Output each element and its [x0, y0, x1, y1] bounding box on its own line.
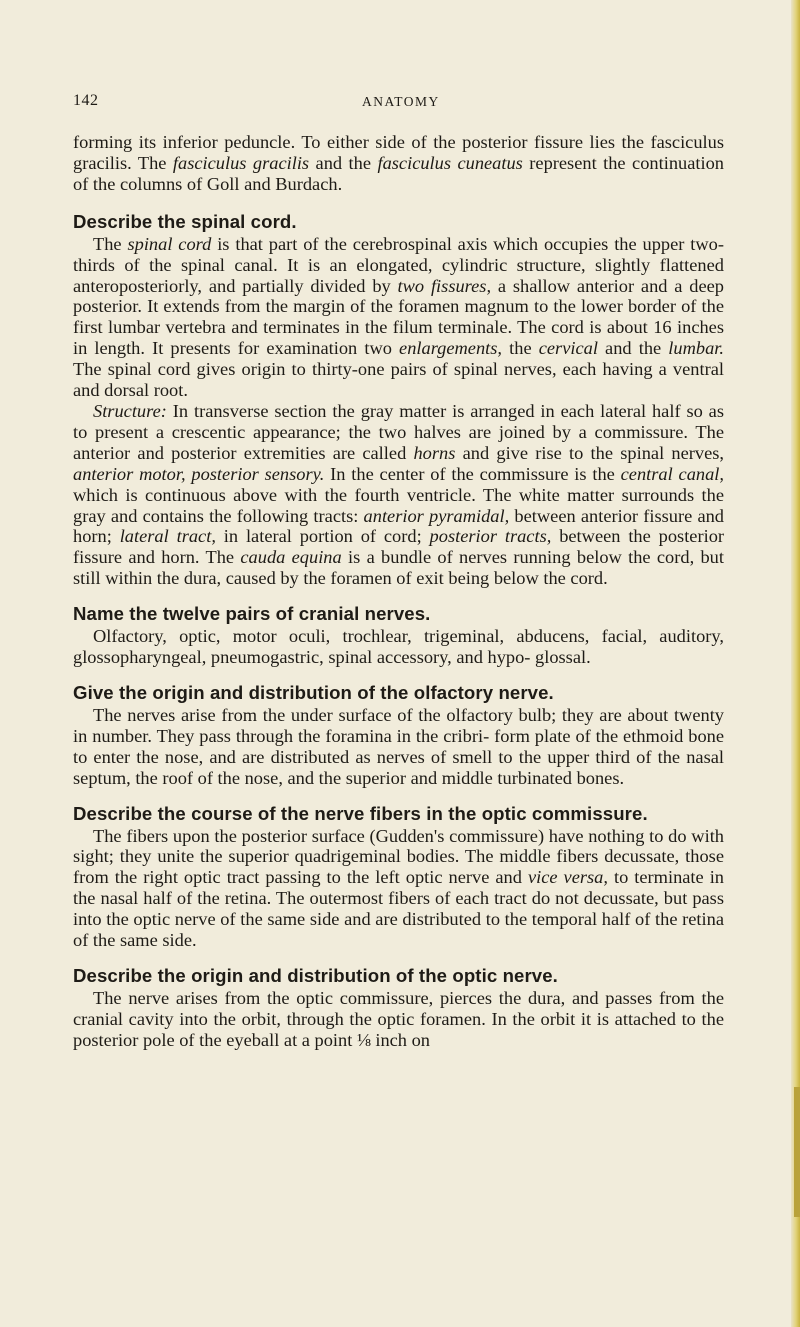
- answer-spinal-cord-structure: Structure: In transverse section the gray matter is arranged in each lateral half so as to present a crescentic appearance; the two halves are joined by a commissure. The anterior and posterior extremities are called horns and give rise to the spinal nerves, anterior motor, posterior sensory. In the center of the commissure is the central canal, which is continuous above with the fourth ventricle. The white matter surrounds the gray and contains the following tracts: anterior pyramidal, between anterior fissure and horn; lateral tract, in lateral portion of cord; posterior tracts, between the posterior fissure and horn. The cauda equina is a bundle of nerves running below the cord, but still within the dura, caused by the foramen of exit being below the cord.: [73, 400, 725, 589]
- question-optic-nerve: Describe the origin and distribution of the optic nerve.: [73, 965, 558, 986]
- intro-paragraph: forming its inferior peduncle. To either side of the posterior fissure lies the fasciculus gracilis. The fasciculus gracilis and the fasciculus cuneatus represent the continuation of the columns of Goll and Burdach.: [73, 132, 724, 194]
- answer-optic-nerve: The nerve arises from the optic commissure, pierces the dura, and passes from the cranial cavity into the orbit, through the optic foramen. In the orbit it is attached to the posterior pole of the eyeball at a point ⅛ inch on: [73, 988, 724, 1050]
- question-cranial-nerves: Name the twelve pairs of cranial nerves.: [73, 603, 431, 625]
- question-optic-commissure: Describe the course of the nerve fibers in the optic commissure.: [73, 802, 648, 824]
- page-edge-tab: [794, 1087, 800, 1217]
- body-text: [73, 132, 724, 1051]
- running-title: ANATOMY: [362, 94, 440, 109]
- answer-optic-commissure: The fibers upon the posterior surface (Gudden's commissure) have nothing to do with sight; they unite the superior quadrigeminal bodies. The middle fibers decussate, those from the right optic tract passing to the left optic nerve and vice versa, to terminate in the nasal half of the retina. The outermost fibers of each tract do not decussate, but pass into the optic nerve of the same side and are distributed to the temporal half of the retina of the same side.: [73, 825, 724, 951]
- answer-spinal-cord: The spinal cord is that part of the cerebrospinal axis which occupies the upper two-thirds of the spinal canal. It is an elongated, cylindric structure, slightly flattened anteroposteriorly, and partially divided by two fissures, a shallow anterior and a deep posterior. It extends from the margin of the foramen magnum to the lower border of the first lumbar vertebra and terminates in the filum terminale. The cord is about 16 inches in length. It presents for examination two enlargements, the cervical and the lumbar. The spinal cord gives origin to thirty-one pairs of spinal nerves, each having a ventral and dorsal root.: [73, 233, 724, 401]
- question-spinal-cord: Describe the spinal cord.: [73, 210, 297, 232]
- question-olfactory-nerve: Give the origin and distribution of the olfactory nerve.: [73, 681, 554, 703]
- page-number: 142: [73, 92, 99, 109]
- running-header: [73, 92, 724, 114]
- answer-olfactory-nerve: The nerves arise from the under surface of the olfactory bulb; they are about twenty in number. They pass through the foramina in the cribri- form plate of the ethmoid bone to enter the nose, and are distributed as nerves of smell to the upper third of the nasal septum, the roof of the nose, and the superior and middle turbinated bones.: [73, 704, 724, 788]
- answer-cranial-nerves: Olfactory, optic, motor oculi, trochlear, trigeminal, abducens, facial, auditory, glossopharyngeal, pneumogastric, spinal accessory, and hypo- glossal.: [73, 626, 724, 668]
